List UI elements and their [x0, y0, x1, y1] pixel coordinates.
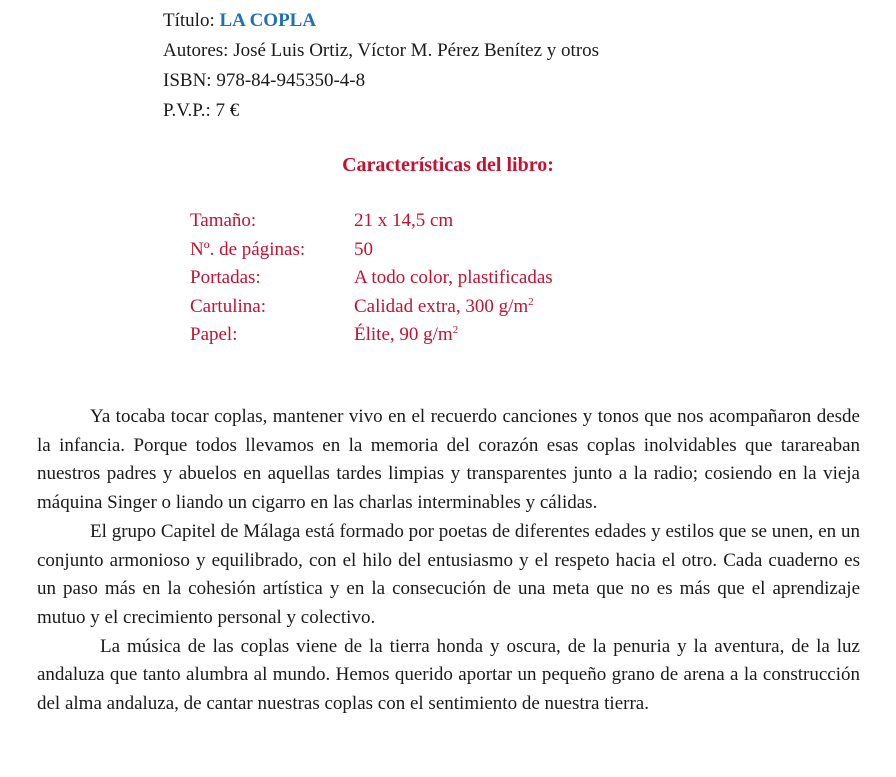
spec-label: Papel:	[190, 324, 238, 345]
spec-row-paper	[190, 321, 553, 350]
spec-value-text: Calidad extra, 300 g/m	[354, 295, 529, 317]
book-metadata	[163, 6, 599, 126]
characteristics-table	[190, 207, 553, 350]
superscript: 2	[528, 295, 534, 308]
spec-value-with-unit	[354, 293, 534, 322]
isbn-line	[163, 66, 599, 96]
spec-row-cardstock	[190, 293, 553, 322]
spec-label: Tamaño:	[190, 210, 257, 231]
description-paragraph: La música de las coplas viene de la tierra honda y oscura, de la penuria y la aventura, de la luz andaluza que tanto alumbra al mundo. Hemos querido aportar un pequeño grano de arena a la construcción del alma andaluza, de cantar nuestras coplas con el sentimiento de nuestra tierra.	[37, 635, 860, 715]
spec-value: 50	[354, 238, 373, 260]
price-label: P.V.P.:	[163, 100, 211, 121]
spec-row-size	[190, 207, 553, 236]
spec-value: A todo color, plastificadas	[354, 267, 553, 288]
spec-row-pages	[190, 236, 553, 265]
spec-label: Cartulina:	[190, 295, 266, 317]
spec-value-text: Élite, 90 g/m	[354, 324, 453, 345]
spec-value-with-unit	[354, 321, 458, 350]
spec-row-covers	[190, 264, 553, 293]
spec-value: 21 x 14,5 cm	[354, 210, 454, 231]
authors-value: José Luis Ortiz, Víctor M. Pérez Benítez y otros	[233, 40, 600, 61]
title-label: Título:	[163, 10, 215, 31]
characteristics-heading: Características del libro:	[342, 154, 554, 176]
isbn-value: 978-84-945350-4-8	[216, 70, 366, 91]
description-paragraph: Ya tocaba tocar coplas, mantener vivo en el recuerdo canciones y tonos que nos acompañaron desde la infancia. Porque todos llevamos en la memoria del corazón esas coplas inolvidables que tarareaban nuestros padres y abuelos en aquellas tardes limpias y transparentes junto a la radio; cosiendo en la vieja máquina Singer o liando un cigarro en las charlas interminables y cálidas.	[37, 406, 860, 514]
spec-label: Nº. de páginas:	[190, 238, 306, 260]
book-description	[37, 403, 860, 719]
authors-line	[163, 36, 599, 66]
price-value: 7 €	[215, 100, 240, 121]
book-title: LA COPLA	[219, 10, 317, 31]
superscript: 2	[452, 324, 459, 336]
authors-label: Autores:	[163, 40, 229, 61]
isbn-label: ISBN:	[163, 70, 212, 91]
spec-label: Portadas:	[190, 267, 261, 288]
description-paragraph: El grupo Capitel de Málaga está formado por poetas de diferentes edades y estilos que se unen, en un conjunto armonioso y equilibrado, con el hilo del entusiasmo y el respeto hacia el otro. Cada cuaderno es un paso más en la cohesión artística y en la consecución de una meta que no es más que el aprendizaje mutuo y el crecimiento personal y colectivo.	[37, 520, 860, 628]
title-line	[163, 6, 599, 36]
price-line	[163, 96, 599, 126]
